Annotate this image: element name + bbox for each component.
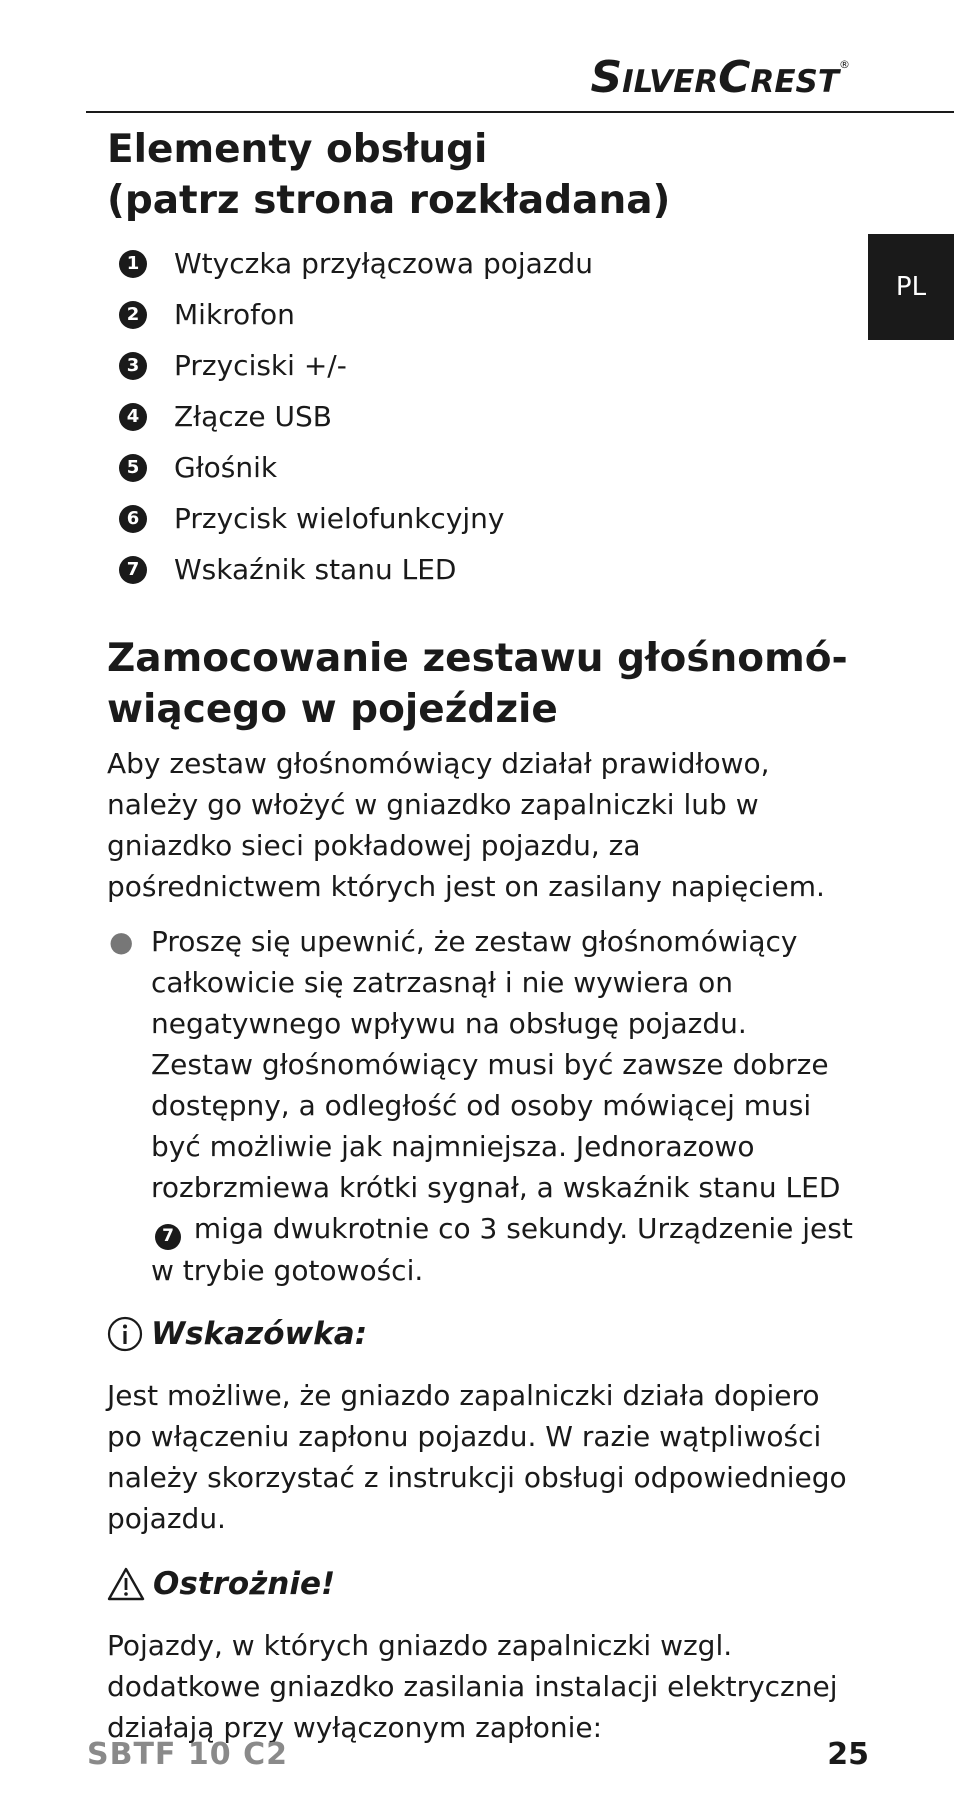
controls-heading xyxy=(107,124,857,226)
parts-list-item xyxy=(119,391,857,442)
controls-heading-line2: (patrz strona rozkładana) xyxy=(107,178,671,223)
part-label: Wtyczka przyłączowa pojazdu xyxy=(174,247,594,280)
controls-heading-line1: Elementy obsługi xyxy=(107,127,488,172)
parts-list-item xyxy=(119,238,857,289)
language-tab: PL xyxy=(868,234,954,340)
bullet-paragraph xyxy=(151,921,857,1291)
note-paragraph: Jest możliwe, że gniazdo zapalniczki działa dopiero po włączeniu zapłonu pojazdu. W razie wątpliwości należy skorzystać z instrukcji obsługi odpowiedniego pojazdu. xyxy=(107,1378,847,1535)
part-label: Wskaźnik stanu LED xyxy=(174,553,457,586)
header-rule xyxy=(86,111,954,113)
part-label: Przycisk wielofunkcyjny xyxy=(174,502,505,535)
note-heading xyxy=(107,1307,857,1361)
info-icon xyxy=(107,1316,143,1352)
warning-paragraph: Pojazdy, w których gniazdo zapalniczki wzgl. dodatkowe gniazdko zasilania instalacji elektrycznej działają przy wyłączonym zapłonie: xyxy=(107,1628,838,1744)
mounting-heading xyxy=(107,633,857,735)
number-badge: 5 xyxy=(119,454,147,482)
bullet-text-part2: miga dwukrotnie co 3 sekundy. Urządzenie jest w trybie gotowości. xyxy=(151,1212,853,1287)
warning-label: Ostrożnie! xyxy=(153,1565,336,1602)
brand-name: SilverCrest xyxy=(590,52,839,103)
number-badge: 6 xyxy=(119,505,147,533)
parts-list-item xyxy=(119,289,857,340)
note-label: Wskazówka: xyxy=(151,1315,368,1352)
bullet-marker: ● xyxy=(109,925,134,958)
parts-list-item xyxy=(119,493,857,544)
part-label: Złącze USB xyxy=(174,400,332,433)
part-label: Mikrofon xyxy=(174,298,295,331)
warning-triangle-icon xyxy=(107,1566,145,1602)
number-badge: 2 xyxy=(119,301,147,329)
registered-mark: ® xyxy=(839,58,850,71)
inline-number-badge: 7 xyxy=(155,1224,181,1250)
parts-list-item xyxy=(119,544,857,595)
mounting-heading-line2: wiącego w pojeździe xyxy=(107,687,558,732)
bullet-item xyxy=(107,921,857,1291)
parts-list-item xyxy=(119,442,857,493)
part-label: Głośnik xyxy=(174,451,278,484)
footer-model-number: SBTF 10 C2 xyxy=(87,1737,288,1772)
number-badge: 7 xyxy=(119,556,147,584)
warning-heading xyxy=(107,1557,857,1611)
number-badge: 1 xyxy=(119,250,147,278)
number-badge: 4 xyxy=(119,403,147,431)
parts-list xyxy=(119,238,857,595)
mounting-intro-paragraph: Aby zestaw głośnomówiący działał prawidłowo, należy go włożyć w gniazdko zapalniczki lub w gniazdko sieci pokładowej pojazdu, za pośrednictwem których jest on zasilany napięciem. xyxy=(107,747,825,903)
mounting-heading-line1: Zamocowanie zestawu głośnomó- xyxy=(107,636,848,681)
bullet-text-part1: Proszę się upewnić, że zestaw głośnomówiący całkowicie się zatrzasnął i nie wywiera on negatywnego wpływu na obsługę pojazdu. Zestaw głośnomówiący musi być zawsze dobrze dostępny, a odległość od osoby mówiącej musi być możliwie jak najmniejsza. Jednorazowo rozbrzmiewa krótki sygnał, a wskaźnik stanu LED xyxy=(151,925,841,1204)
page-number: 25 xyxy=(827,1737,869,1772)
page-content xyxy=(107,120,857,1748)
parts-list-item xyxy=(119,340,857,391)
number-badge: 3 xyxy=(119,352,147,380)
part-label: Przyciski +/- xyxy=(174,349,347,382)
brand-logo xyxy=(590,52,850,103)
